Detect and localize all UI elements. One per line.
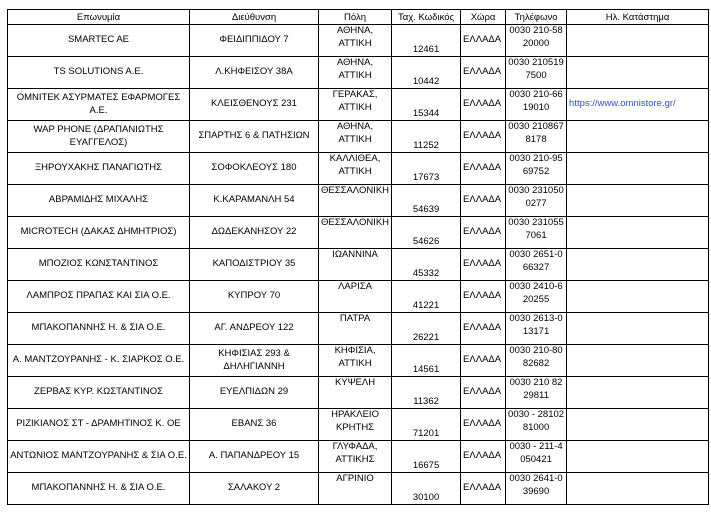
cell-city: ΓΕΡΑΚΑΣ, ΑΤΤΙΚΗ <box>319 89 392 121</box>
cell-phone: 0030 210-9569752 <box>506 153 567 185</box>
cell-name: ΞΗΡΟΥΧΑΚΗΣ ΠΑΝΑΓΙΩΤΗΣ <box>8 153 190 185</box>
cell-country: ΕΛΛΑΔΑ <box>461 185 506 217</box>
cell-phone: 0030 2651-066327 <box>506 249 567 281</box>
cell-name: ΑΒΡΑΜΙΔΗΣ ΜΙΧΑΛΗΣ <box>8 185 190 217</box>
cell-city: ΚΥΨΕΛΗ <box>319 377 392 409</box>
header-web: Ηλ. Κατάστημα <box>567 10 709 25</box>
cell-web <box>567 121 709 153</box>
cell-phone: 0030 210 8229811 <box>506 377 567 409</box>
cell-address: ΚΗΦΙΣΙΑΣ 293 & ΔΗΛΗΓΙΑΝΝΗ <box>190 345 319 377</box>
cell-address: ΕΒΑΝΣ 36 <box>190 409 319 441</box>
cell-phone: 0030 2641-039690 <box>506 473 567 505</box>
cell-city: ΚΗΦΙΣΙΑ, ΑΤΤΙΚΗ <box>319 345 392 377</box>
table-row <box>8 249 709 281</box>
cell-name: ΜΠΑΚΟΠΑΝΝΗΣ Η. & ΣΙΑ Ο.Ε. <box>8 313 190 345</box>
cell-address: ΣΑΛΑΚΟΥ 2 <box>190 473 319 505</box>
cell-country: ΕΛΛΑΔΑ <box>461 409 506 441</box>
cell-country: ΕΛΛΑΔΑ <box>461 121 506 153</box>
table-row <box>8 281 709 313</box>
cell-country: ΕΛΛΑΔΑ <box>461 441 506 473</box>
cell-web <box>567 473 709 505</box>
retailer-table <box>7 9 709 505</box>
cell-address: ΚΑΠΟΔΙΣΤΡΙΟΥ 35 <box>190 249 319 281</box>
cell-city: ΙΩΑΝΝΙΝΑ <box>319 249 392 281</box>
cell-city: ΠΑΤΡΑ <box>319 313 392 345</box>
cell-web <box>567 153 709 185</box>
cell-web <box>567 409 709 441</box>
table-row <box>8 313 709 345</box>
cell-address: ΣΠΑΡΤΗΣ 6 & ΠΑΤΗΣΙΩΝ <box>190 121 319 153</box>
cell-country: ΕΛΛΑΔΑ <box>461 25 506 57</box>
header-address: Διεύθυνση <box>190 10 319 25</box>
table-row <box>8 473 709 505</box>
cell-address: ΦΕΙΔΙΠΠΙΔΟΥ 7 <box>190 25 319 57</box>
cell-address: Α. ΠΑΠΑΝΔΡΕΟΥ 15 <box>190 441 319 473</box>
cell-name: ΑΝΤΩΝΙΟΣ ΜΑΝΤΖΟΥΡΑΝΗΣ & ΣΙΑ Ο.Ε. <box>8 441 190 473</box>
table-row <box>8 25 709 57</box>
cell-city: ΑΘΗΝΑ, ΑΤΤΙΚΗ <box>319 57 392 89</box>
table-row <box>8 217 709 249</box>
table-row <box>8 153 709 185</box>
table-row <box>8 57 709 89</box>
cell-zip: 11252 <box>392 121 461 153</box>
cell-name: Α. ΜΑΝΤΖΟΥΡΑΝΗΣ - Κ. ΣΙΑΡΚΟΣ Ο.Ε. <box>8 345 190 377</box>
cell-address: ΚΛΕΙΣΘΕΝΟΥΣ 231 <box>190 89 319 121</box>
cell-address: ΑΓ. ΑΝΔΡΕΟΥ 122 <box>190 313 319 345</box>
cell-phone: 0030 - 2810281000 <box>506 409 567 441</box>
table-row <box>8 89 709 121</box>
cell-address: ΔΩΔΕΚΑΝΗΣΟΥ 22 <box>190 217 319 249</box>
header-phone: Τηλέφωνο <box>506 10 567 25</box>
cell-country: ΕΛΛΑΔΑ <box>461 377 506 409</box>
cell-zip: 26221 <box>392 313 461 345</box>
cell-zip: 45332 <box>392 249 461 281</box>
cell-web <box>567 313 709 345</box>
cell-web <box>567 345 709 377</box>
cell-zip: 10442 <box>392 57 461 89</box>
cell-city: ΘΕΣΣΑΛΟΝΙΚΗ <box>319 185 392 217</box>
cell-address: ΣΟΦΟΚΛΕΟΥΣ 180 <box>190 153 319 185</box>
cell-country: ΕΛΛΑΔΑ <box>461 313 506 345</box>
cell-address: Λ.ΚΗΦΕΙΣΟΥ 38Α <box>190 57 319 89</box>
cell-city: ΘΕΣΣΑΛΟΝΙΚΗ <box>319 217 392 249</box>
cell-phone: 0030 2310557061 <box>506 217 567 249</box>
cell-phone: 0030 2310500277 <box>506 185 567 217</box>
cell-web <box>567 217 709 249</box>
cell-zip: 41221 <box>392 281 461 313</box>
cell-name: ΜΠΟΖΙΟΣ ΚΩΝΣΤΑΝΤΙΝΟΣ <box>8 249 190 281</box>
cell-name: MICROTECH (ΔΑΚΑΣ ΔΗΜΗΤΡΙΟΣ) <box>8 217 190 249</box>
cell-country: ΕΛΛΑΔΑ <box>461 345 506 377</box>
header-city: Πόλη <box>319 10 392 25</box>
cell-country: ΕΛΛΑΔΑ <box>461 153 506 185</box>
header-zip: Ταχ. Κωδικός <box>392 10 461 25</box>
cell-zip: 14561 <box>392 345 461 377</box>
cell-city: ΛΑΡΙΣΑ <box>319 281 392 313</box>
table-row <box>8 121 709 153</box>
cell-web <box>567 57 709 89</box>
cell-web <box>567 441 709 473</box>
cell-phone: 0030 - 211-4050421 <box>506 441 567 473</box>
cell-country: ΕΛΛΑΔΑ <box>461 57 506 89</box>
cell-country: ΕΛΛΑΔΑ <box>461 89 506 121</box>
cell-zip: 16675 <box>392 441 461 473</box>
cell-web <box>567 25 709 57</box>
cell-name: ΜΠΑΚΟΠΑΝΝΗΣ Η. & ΣΙΑ Ο.Ε. <box>8 473 190 505</box>
table-row <box>8 441 709 473</box>
cell-country: ΕΛΛΑΔΑ <box>461 249 506 281</box>
table-row <box>8 377 709 409</box>
cell-web <box>567 281 709 313</box>
cell-zip: 15344 <box>392 89 461 121</box>
header-country: Χώρα <box>461 10 506 25</box>
cell-country: ΕΛΛΑΔΑ <box>461 473 506 505</box>
cell-zip: 30100 <box>392 473 461 505</box>
cell-phone: 0030 210-6619010 <box>506 89 567 121</box>
cell-phone: 0030 210-8082682 <box>506 345 567 377</box>
store-link[interactable]: https://www.omnistore.gr/ <box>569 98 676 110</box>
cell-name: WAP PHONE (ΔΡΑΠΑΝΙΩΤΗΣ ΕΥΑΓΓΕΛΟΣ) <box>8 121 190 153</box>
cell-city: ΓΛΥΦΑΔΑ, ΑΤΤΙΚΗΣ <box>319 441 392 473</box>
cell-city: ΗΡΑΚΛΕΙΟ ΚΡΗΤΗΣ <box>319 409 392 441</box>
cell-web <box>567 377 709 409</box>
header-name: Επωνυμία <box>8 10 190 25</box>
cell-city: ΚΑΛΛΙΘΕΑ, ΑΤΤΙΚΗ <box>319 153 392 185</box>
cell-name: ΟΜΝΙΤΕΚ ΑΣΥΡΜΑΤΕΣ ΕΦΑΡΜΟΓΕΣ Α.Ε. <box>8 89 190 121</box>
cell-name: ΛΑΜΠΡΟΣ ΠΡΑΠΑΣ ΚΑΙ ΣΙΑ Ο.Ε. <box>8 281 190 313</box>
cell-phone: 0030 2105197500 <box>506 57 567 89</box>
cell-web <box>567 89 709 121</box>
table-row <box>8 185 709 217</box>
cell-phone: 0030 2613-013171 <box>506 313 567 345</box>
cell-web <box>567 185 709 217</box>
table-row <box>8 345 709 377</box>
cell-country: ΕΛΛΑΔΑ <box>461 217 506 249</box>
cell-name: SMARTEC AE <box>8 25 190 57</box>
cell-zip: 54639 <box>392 185 461 217</box>
cell-web <box>567 249 709 281</box>
cell-name: TS SOLUTIONS A.E. <box>8 57 190 89</box>
cell-address: Κ.ΚΑΡΑΜΑΝΛΗ 54 <box>190 185 319 217</box>
cell-city: ΑΓΡΙΝΙΟ <box>319 473 392 505</box>
cell-city: ΑΘΗΝΑ, ΑΤΤΙΚΗ <box>319 25 392 57</box>
cell-phone: 0030 2410-620255 <box>506 281 567 313</box>
cell-phone: 0030 2108678178 <box>506 121 567 153</box>
header-row <box>8 10 709 25</box>
cell-address: ΕΥΕΛΠΙΔΩΝ 29 <box>190 377 319 409</box>
cell-zip: 12461 <box>392 25 461 57</box>
cell-zip: 11362 <box>392 377 461 409</box>
cell-phone: 0030 210-5820000 <box>506 25 567 57</box>
cell-name: ΖΕΡΒΑΣ ΚΥΡ. ΚΩΣΤΑΝΤΙΝΟΣ <box>8 377 190 409</box>
cell-city: ΑΘΗΝΑ, ΑΤΤΙΚΗ <box>319 121 392 153</box>
table-row <box>8 409 709 441</box>
cell-zip: 54626 <box>392 217 461 249</box>
cell-address: ΚΥΠΡΟΥ 70 <box>190 281 319 313</box>
cell-zip: 17673 <box>392 153 461 185</box>
cell-name: ΡΙΖΙΚΙΑΝΟΣ ΣΤ - ΔΡΑΜΗΤΙΝΟΣ Κ. ΟΕ <box>8 409 190 441</box>
cell-country: ΕΛΛΑΔΑ <box>461 281 506 313</box>
cell-zip: 71201 <box>392 409 461 441</box>
